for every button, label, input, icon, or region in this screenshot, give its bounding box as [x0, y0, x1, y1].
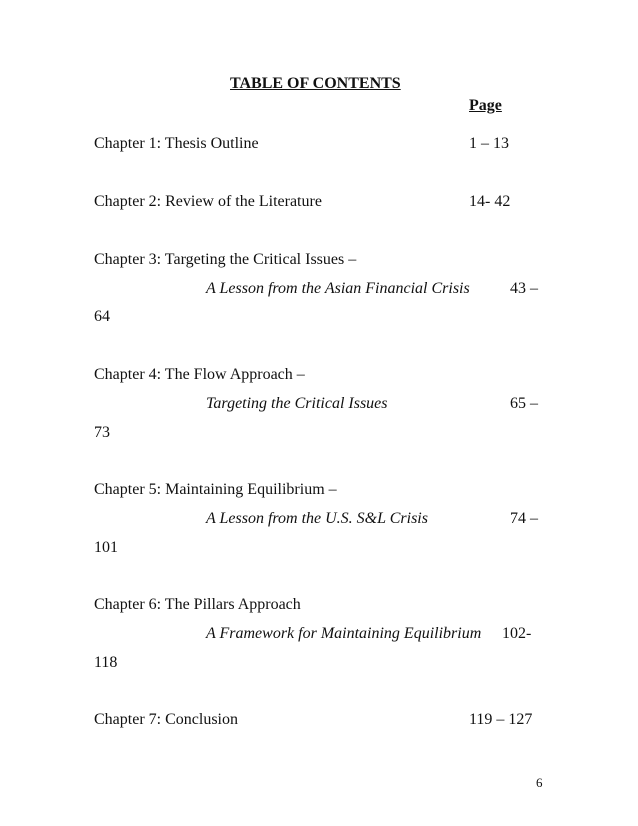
chapter-3-pages-continued: 64: [94, 308, 110, 325]
chapter-5-pages: 74 –: [510, 510, 538, 527]
chapter-4-pages-continued: 73: [94, 424, 110, 441]
chapter-3-subtitle: A Lesson from the Asian Financial Crisis: [206, 280, 470, 297]
chapter-4-pages: 65 –: [510, 395, 538, 412]
chapter-1-title: Chapter 1: Thesis Outline: [94, 135, 259, 152]
toc-heading: TABLE OF CONTENTS: [230, 75, 401, 92]
chapter-1-pages: 1 – 13: [469, 135, 509, 152]
chapter-6-subtitle: A Framework for Maintaining Equilibrium: [206, 625, 482, 642]
chapter-6-pages-continued: 118: [94, 654, 118, 671]
page-number: 6: [536, 775, 543, 790]
chapter-3-pages: 43 –: [510, 280, 538, 297]
chapter-6-title: Chapter 6: The Pillars Approach: [94, 596, 301, 613]
chapter-6-pages: 102-: [502, 625, 532, 642]
chapter-4-title: Chapter 4: The Flow Approach –: [94, 366, 305, 383]
chapter-4-subtitle: Targeting the Critical Issues: [206, 395, 388, 412]
chapter-7-title: Chapter 7: Conclusion: [94, 711, 238, 728]
chapter-3-title: Chapter 3: Targeting the Critical Issues –: [94, 251, 357, 268]
chapter-2-pages: 14- 42: [469, 193, 511, 210]
chapter-5-pages-continued: 101: [94, 539, 118, 556]
chapter-7-pages: 119 – 127: [469, 711, 533, 728]
chapter-2-title: Chapter 2: Review of the Literature: [94, 193, 322, 210]
chapter-5-subtitle: A Lesson from the U.S. S&L Crisis: [206, 510, 428, 527]
chapter-5-title: Chapter 5: Maintaining Equilibrium –: [94, 481, 337, 498]
page-column-label: Page: [469, 97, 502, 114]
